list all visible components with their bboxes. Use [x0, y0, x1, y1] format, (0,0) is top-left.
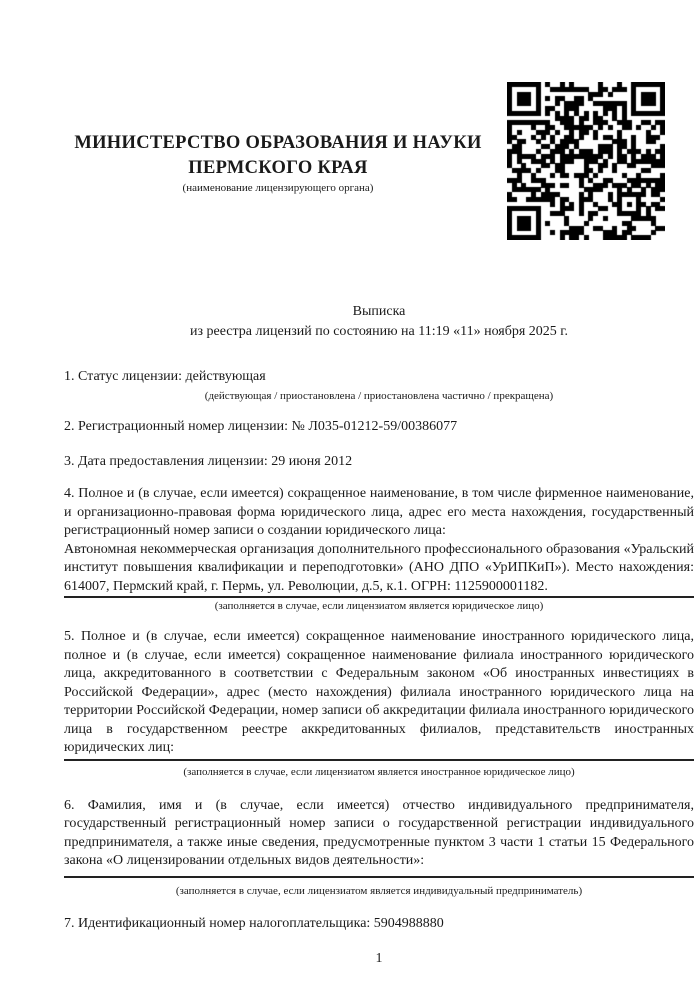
field-legal-entity-value: Автономная некоммерческая организация дополнительного профессионального образования «Уральский институт повышения квалификации и переподготовки» (АНО ДПО «УрИПКиП»). Место нахождения: 614007, Пермский край, г. Пермь, ул. Революции, д.5, к.1. ОГРН: 1125900001182. [64, 541, 694, 599]
field-taxpayer-number: 7. Идентификационный номер налогоплательщика: 5904988880 [64, 915, 444, 931]
document-title-line1: Выписка [352, 304, 406, 319]
field-entrepreneur-caption: (заполняется в случае, если лицензиатом является индивидуальный предприниматель) [175, 884, 583, 897]
document-title [64, 302, 694, 342]
field-license-date: 3. Дата предоставления лицензии: 29 июня 2012 [64, 454, 353, 469]
qr-code-icon [507, 82, 665, 240]
field-license-status: 1. Статус лицензии: действующая [64, 369, 266, 384]
field-legal-entity-intro: 4. Полное и (в случае, если имеется) сокращенное наименование, в том числе фирменное наименование, и организационно-правовая форма юридического лица, адрес его места нахождения, государственный регистрационный номер записи о создании юридического лица: [64, 486, 694, 538]
licensing-authority-header [64, 131, 492, 195]
authority-name-line1: МИНИСТЕРСТВО ОБРАЗОВАНИЯ И НАУКИ [74, 133, 482, 153]
field-entrepreneur-intro: 6. Фамилия, имя и (в случае, если имеется) отчество индивидуального предпринимателя, государственный регистрационный номер записи о государственной регистрации индивидуального предпринимателя, а также иные сведения, предусмотренные пунктом 3 части 1 статьи 15 Федерального закона «О лицензировании отдельных видов деятельности»: [64, 797, 694, 868]
authority-name-line2: ПЕРМСКОГО КРАЯ [188, 158, 368, 178]
field-foreign-entity-intro: 5. Полное и (в случае, если имеется) сокращенное наименование иностранного юридического лица, полное и (в случае, если имеется) сокращенное наименование филиала иностранного юридического лица, аккредитованного в соответствии с Федеральным законом «Об иностранных инвестициях в Российской Федерации», адрес (место нахождения) филиала иностранного юридического лица на территории Российской Федерации, номер записи об аккредитации филиала иностранного юридического лица в государственном реестре аккредитованных филиалов, представительств иностранных юридических лиц: [64, 629, 694, 755]
field-entrepreneur-blank-rule [64, 871, 694, 878]
field-legal-entity-caption: (заполняется в случае, если лицензиатом является юридическое лицо) [214, 600, 544, 612]
authority-name-caption: (наименование лицензирующего органа) [182, 182, 374, 194]
field-foreign-entity-caption: (заполняется в случае, если лицензиатом является иностранное юридическое лицо) [183, 765, 575, 778]
field-license-status-caption: (действующая / приостановлена / приостановлена частично / прекращена) [204, 389, 554, 402]
document-title-line2: из реестра лицензий по состоянию на 11:19 «11» ноября 2025 г. [190, 324, 568, 339]
field-foreign-entity-blank-rule [64, 758, 694, 761]
document-body [64, 368, 694, 969]
field-registration-number: 2. Регистрационный номер лицензии: № Л035-01212-59/00386077 [64, 419, 458, 434]
page-number: 1 [375, 951, 383, 966]
